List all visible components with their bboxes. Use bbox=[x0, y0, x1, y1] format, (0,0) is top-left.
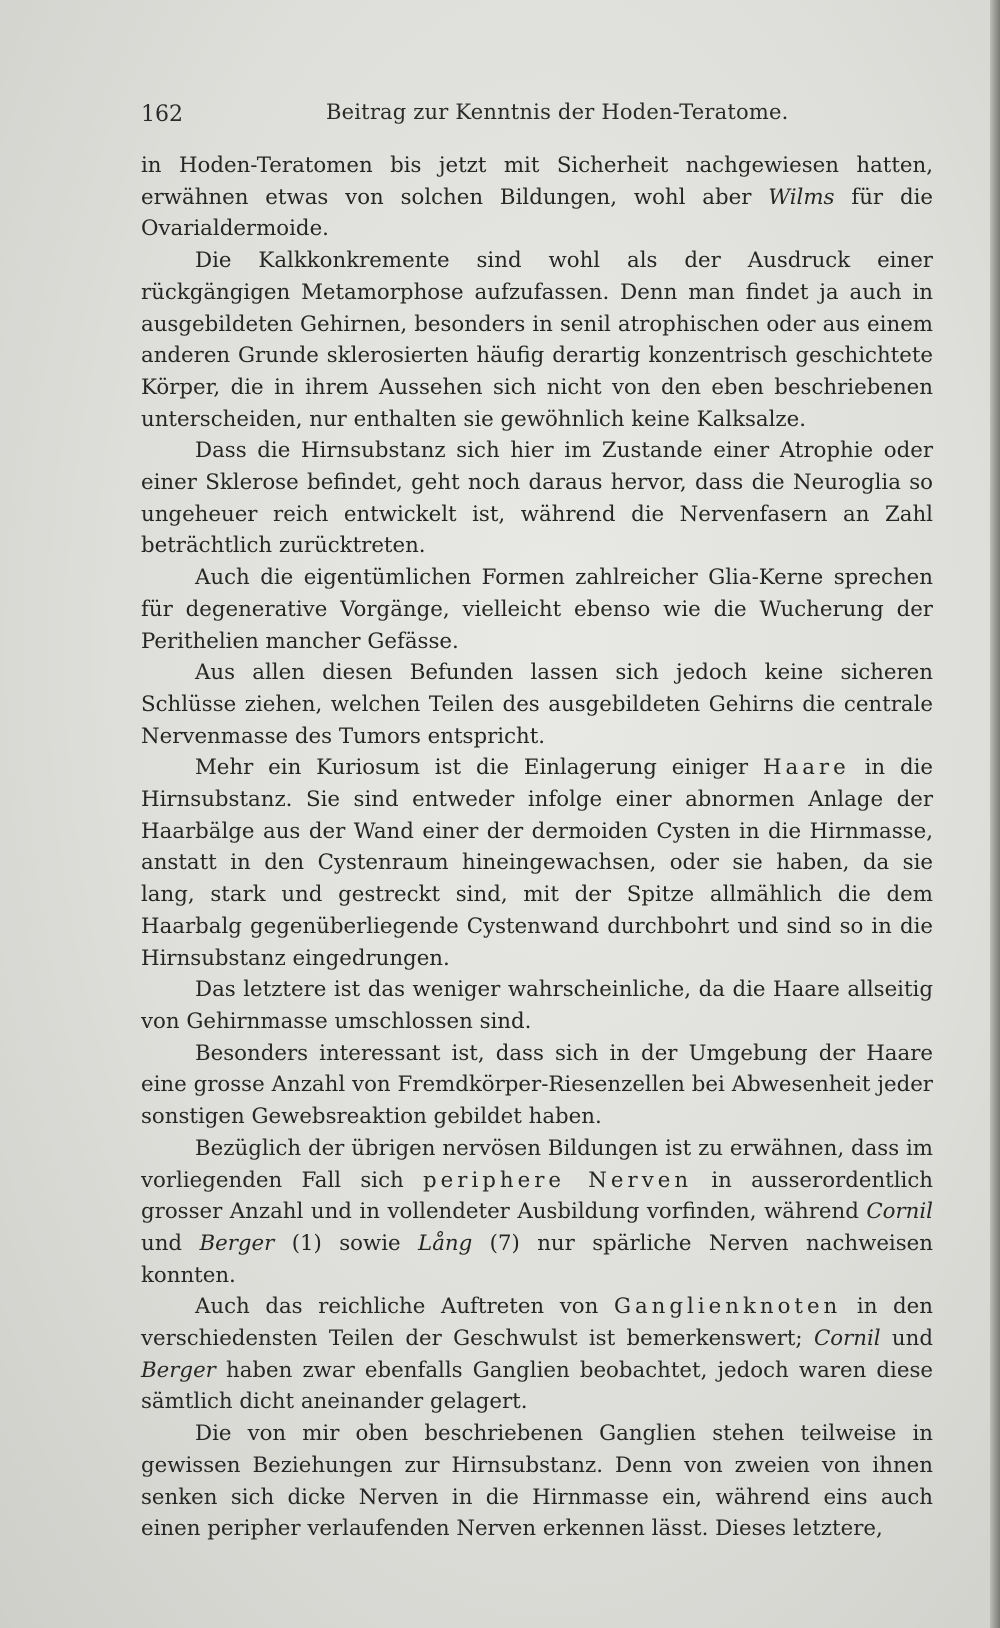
author-name: Lång bbox=[418, 1230, 473, 1256]
paragraph bbox=[141, 752, 933, 974]
running-header bbox=[141, 100, 941, 134]
text-run: Mehr ein Kuriosum ist die Einlagerung einiger bbox=[195, 755, 763, 781]
author-name: Wilms bbox=[768, 184, 835, 210]
text-run: Auch die eigentümlichen Formen zahlreicher Glia-Kerne sprechen für degenerative Vorgänge, vielleicht ebenso wie die Wucherung der Perithelien mancher Gefässe. bbox=[141, 565, 933, 654]
paragraph bbox=[141, 435, 933, 562]
paragraph bbox=[141, 657, 933, 752]
paragraph bbox=[141, 1291, 933, 1418]
text-run: in den verschiedensten Teilen der Geschwulst ist bemerkenswert; bbox=[141, 1294, 933, 1352]
spaced-emphasis: Ganglienknoten bbox=[613, 1294, 842, 1320]
page-edge-shadow bbox=[990, 0, 1000, 1628]
running-title: Beitrag zur Kenntnis der Hoden-Teratome. bbox=[326, 100, 789, 124]
spaced-emphasis: Haare bbox=[762, 755, 850, 781]
paragraph bbox=[141, 974, 933, 1037]
text-run: Die Kalkkonkremente sind wohl als der Ausdruck einer rückgängigen Metamorphose aufzufassen. Denn man findet ja auch in ausgebildeten Gehirnen, besonders in senil atrophischen oder aus einem anderen Grunde sklerosierten häufig derartig konzentrisch geschichtete Körper, die in ihrem Aussehen sich nicht von den eben beschriebenen unterscheiden, nur enthalten sie gewöhnlich keine Kalksalze. bbox=[141, 248, 933, 432]
text-run: Dass die Hirnsubstanz sich hier im Zustande einer Atrophie oder einer Sklerose befindet, geht noch daraus hervor, dass die Neuroglia so ungeheuer reich entwickelt ist, während die Nervenfasern an Zahl beträchtlich zurücktreten. bbox=[141, 438, 933, 559]
author-name: Berger bbox=[141, 1357, 216, 1383]
spaced-emphasis: periphere Nerven bbox=[423, 1167, 693, 1193]
paragraph bbox=[141, 562, 933, 657]
text-run: in die Hirnsubstanz. Sie sind entweder infolge einer abnormen Anlage der Haarbälge aus der Wand einer der dermoiden Cysten in die Hirnmasse, anstatt in den Cystenraum hineingewachsen, oder sie haben, da sie lang, stark und gestreckt sind, mit der Spitze allmählich die dem Haarbalg gegenüberliegende Cystenwand durchbohrt und sind so in die Hirnsubstanz eingedrungen. bbox=[141, 755, 933, 971]
paragraph bbox=[141, 1038, 933, 1133]
text-run: und bbox=[880, 1326, 933, 1352]
body-text bbox=[141, 150, 933, 1545]
text-run: in ausserordentlich grosser Anzahl und in vollendeter Ausbildung vorfinden, während bbox=[141, 1167, 933, 1225]
text-run: haben zwar ebenfalls Ganglien beobachtet, jedoch waren diese sämtlich dicht aneinander gelagert. bbox=[141, 1357, 933, 1415]
text-run: Die von mir oben beschriebenen Ganglien stehen teilweise in gewissen Beziehungen zur Hirnsubstanz. Denn von zweien von ihnen senken sich dicke Nerven in die Hirnmasse ein, während eins auch einen peripher verlaufenden Nerven erkennen lässt. Dieses letztere, bbox=[141, 1421, 933, 1542]
page-number: 162 bbox=[141, 102, 183, 127]
text-run: Das letztere ist das weniger wahrscheinliche, da die Haare allseitig von Gehirnmasse umschlossen sind. bbox=[141, 977, 933, 1034]
text-run: für die Ovarialdermoide. bbox=[141, 184, 933, 242]
author-name: Cornil bbox=[813, 1326, 881, 1352]
text-run: Auch das reichliche Auftreten von bbox=[195, 1294, 614, 1320]
paragraph bbox=[141, 245, 933, 435]
author-name: Berger bbox=[199, 1230, 275, 1256]
text-run: Besonders interessant ist, dass sich in der Umgebung der Haare eine grosse Anzahl von Fremdkörper-Riesenzellen bei Abwesenheit jeder sonstigen Gewebsreaktion gebildet haben. bbox=[141, 1040, 933, 1130]
paragraph bbox=[141, 150, 933, 245]
text-run: (7) nur spärliche Nerven nachweisen konnten. bbox=[141, 1230, 933, 1288]
text-run: und bbox=[141, 1230, 200, 1256]
text-run: in Hoden-Teratomen bis jetzt mit Sicherheit nachgewiesen hatten, erwähnen etwas von solchen Bildungen, wohl aber bbox=[141, 153, 933, 210]
text-run: (1) sowie bbox=[274, 1230, 419, 1256]
text-run: Bezüglich der übrigen nervösen Bildungen ist zu erwähnen, dass im vorliegenden Fall sich bbox=[141, 1135, 933, 1193]
author-name: Cornil bbox=[866, 1199, 933, 1225]
paragraph bbox=[141, 1133, 933, 1292]
text-run: Aus allen diesen Befunden lassen sich jedoch keine sicheren Schlüsse ziehen, welchen Teilen des ausgebildeten Gehirns die centrale Nervenmasse des Tumors entspricht. bbox=[141, 660, 933, 749]
paragraph bbox=[141, 1418, 933, 1545]
